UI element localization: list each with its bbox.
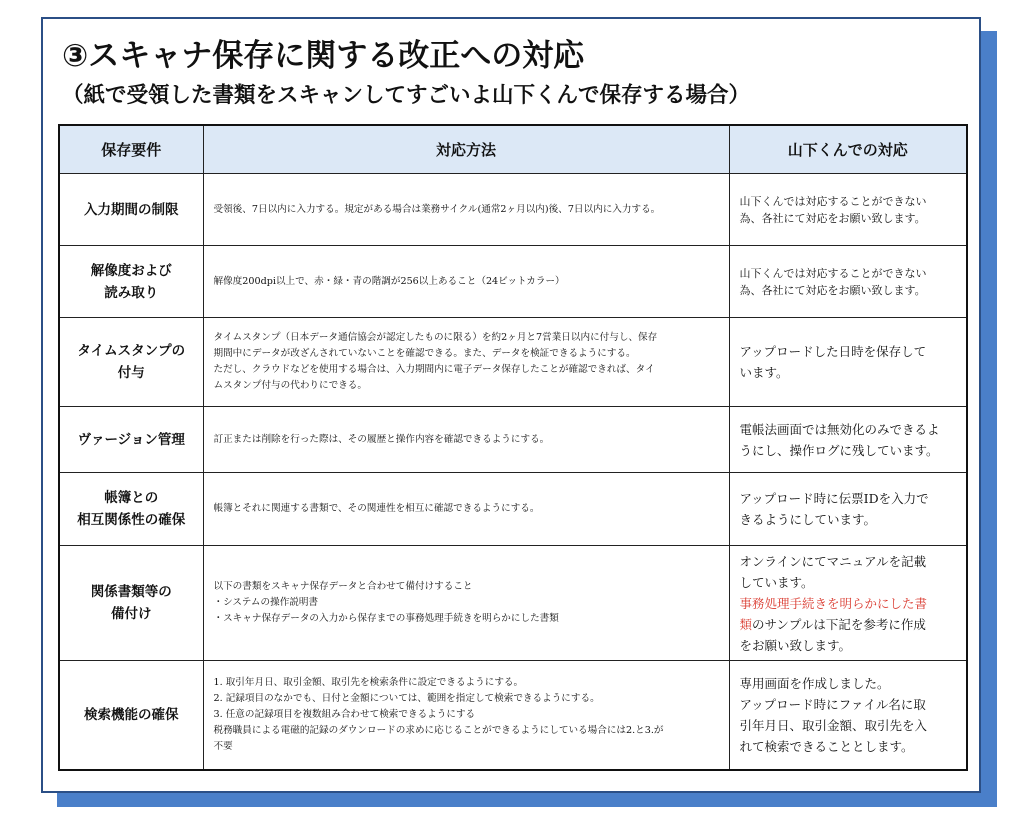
method-cell	[203, 407, 729, 473]
requirement-cell	[59, 407, 203, 473]
requirement-cell	[59, 473, 203, 546]
method-cell	[203, 546, 729, 661]
requirement-cell-line: タイムスタンプの	[77, 343, 186, 359]
method-cell-line: 不要	[213, 740, 233, 752]
response-cell-line: きるようにしています。	[739, 512, 877, 527]
table-row	[59, 246, 967, 318]
method-cell	[203, 246, 729, 318]
requirement-cell-line: 関係書類等の	[90, 584, 172, 600]
response-cell-line	[740, 572, 957, 593]
requirement-cell-line: 備付け	[111, 606, 152, 622]
method-cell	[203, 174, 729, 246]
table-row	[59, 174, 967, 246]
table-row	[59, 473, 967, 546]
method-cell-line: 受領後、7日以内に入力する。規定がある場合は業務サイクル(通常2ヶ月以内)後、7日以内に入力する。	[213, 203, 661, 215]
page-subtitle: （紙で受領した書類をスキャンしてすごいよ山下くんで保存する場合）	[62, 83, 751, 108]
requirement-cell-line: 入力期間の制限	[84, 201, 179, 218]
method-cell	[203, 661, 729, 770]
header-requirement: 保存要件	[59, 125, 203, 174]
method-cell-line: 期間中にデータが改ざんされていないことを確認できる。また、データを検証できるようにする。	[213, 348, 636, 359]
method-cell	[203, 318, 729, 407]
method-cell-line: 解像度200dpi以上で、赤・緑・青の階調が256以上あること（24ビットカラー）	[213, 275, 565, 287]
response-cell-line	[740, 635, 957, 656]
response-cell	[729, 661, 967, 770]
response-cell-line: アップロードした日時を保存して	[739, 344, 927, 359]
method-cell-line: 税務職員による電磁的記録のダウンロードの求めに応じることができるようにしている場合には2.と3.が	[213, 724, 664, 736]
requirement-cell	[59, 246, 203, 318]
response-cell	[729, 473, 967, 546]
highlight-text: 類	[739, 616, 753, 632]
method-cell	[203, 473, 729, 546]
table-row	[59, 661, 967, 770]
response-text: しています。	[739, 574, 814, 590]
method-cell-line: 訂正または削除を行った際は、その履歴と操作内容を確認できるようにする。	[213, 433, 550, 445]
table-row	[59, 318, 967, 407]
method-cell-line: タイムスタンプ（日本データ通信協会が認定したものに限る）を約2ヶ月と7営業日以内に付与し、保存	[213, 332, 658, 343]
response-cell-line: アップロード時にファイル名に取	[739, 696, 926, 712]
response-cell-line	[740, 593, 957, 614]
method-cell-line: 以下の書類をスキャナ保存データと合わせて備付けすること	[213, 581, 473, 592]
requirement-cell-line: 検索機能の確保	[84, 706, 179, 723]
header-method: 対応方法	[203, 125, 729, 174]
response-cell-line: 引年月日、取引金額、取引先を入	[739, 717, 928, 733]
page-title: ③スキャナ保存に関する改正への対応	[62, 38, 585, 74]
requirement-cell-line: 帳簿との	[104, 490, 159, 506]
requirement-cell-line: ヴァージョン管理	[77, 431, 185, 448]
requirement-cell-line: 解像度および	[90, 262, 172, 279]
method-cell-line: 1. 取引年月日、取引金額、取引先を検索条件に設定できるようにする。	[213, 676, 524, 688]
response-cell	[729, 546, 967, 661]
method-cell-line: ただし、クラウドなどを使用する場合は、入力期間内に電子データ保存したことが確認できれば、タイ	[213, 364, 655, 375]
response-cell	[729, 318, 967, 407]
table-header-row	[59, 125, 967, 174]
header-yamashita-response: 山下くんでの対応	[729, 125, 967, 174]
requirements-table	[58, 124, 968, 771]
response-cell-line: 電帳法画面では無効化のみできるよ	[739, 421, 940, 437]
response-cell	[729, 174, 967, 246]
method-cell-line: 3. 任意の記録項目を複数組み合わせて検索できるようにする	[213, 708, 476, 720]
method-cell-line: ムスタンプ付与の代わりにできる。	[213, 380, 367, 391]
requirement-cell-line: 付与	[117, 365, 145, 381]
response-cell	[729, 246, 967, 318]
response-cell-line: うにし、操作ログに残しています。	[739, 442, 939, 458]
response-cell-line: れて検索できることとします。	[739, 738, 914, 754]
requirement-cell	[59, 174, 203, 246]
response-text: オンラインにてマニュアルを記載	[739, 553, 927, 569]
method-cell-line: 帳簿とそれに関連する書類で、その関連性を相互に確認できるようにする。	[213, 503, 540, 514]
requirement-cell-line: 相互関係性の確保	[77, 512, 186, 528]
requirement-cell	[59, 546, 203, 661]
method-cell-line: ・システムの操作説明書	[213, 597, 319, 608]
response-cell-line: 山下くんでは対応することができない	[739, 194, 927, 208]
response-cell-line: 為、各社にて対応をお願い致します。	[739, 283, 926, 297]
response-cell-line: 為、各社にて対応をお願い致します。	[739, 211, 926, 225]
response-cell	[729, 407, 967, 473]
highlight-text: 事務処理手続きを明らかにした書	[739, 595, 928, 611]
method-cell-line: 2. 記録項目のなかでも、日付と金額については、範囲を指定して検索できるようにする。	[213, 692, 600, 704]
response-cell-line: 専用画面を作成しました。	[739, 675, 890, 691]
response-cell-line	[740, 551, 957, 572]
requirement-cell-line: 読み取り	[104, 284, 159, 301]
table-row	[59, 546, 967, 661]
requirement-cell	[59, 318, 203, 407]
response-cell-line: います。	[739, 365, 789, 380]
response-cell-line: 山下くんでは対応することができない	[739, 266, 927, 280]
response-cell-line: アップロード時に伝票IDを入力で	[739, 491, 929, 506]
response-cell-line	[740, 614, 957, 635]
requirement-cell	[59, 661, 203, 770]
response-text: をお願い致します。	[739, 637, 852, 653]
table-row	[59, 407, 967, 473]
method-cell-line: ・スキャナ保存データの入力から保存までの事務処理手続きを明らかにした書類	[213, 613, 559, 624]
response-text: のサンプルは下記を参考に作成	[752, 616, 926, 632]
